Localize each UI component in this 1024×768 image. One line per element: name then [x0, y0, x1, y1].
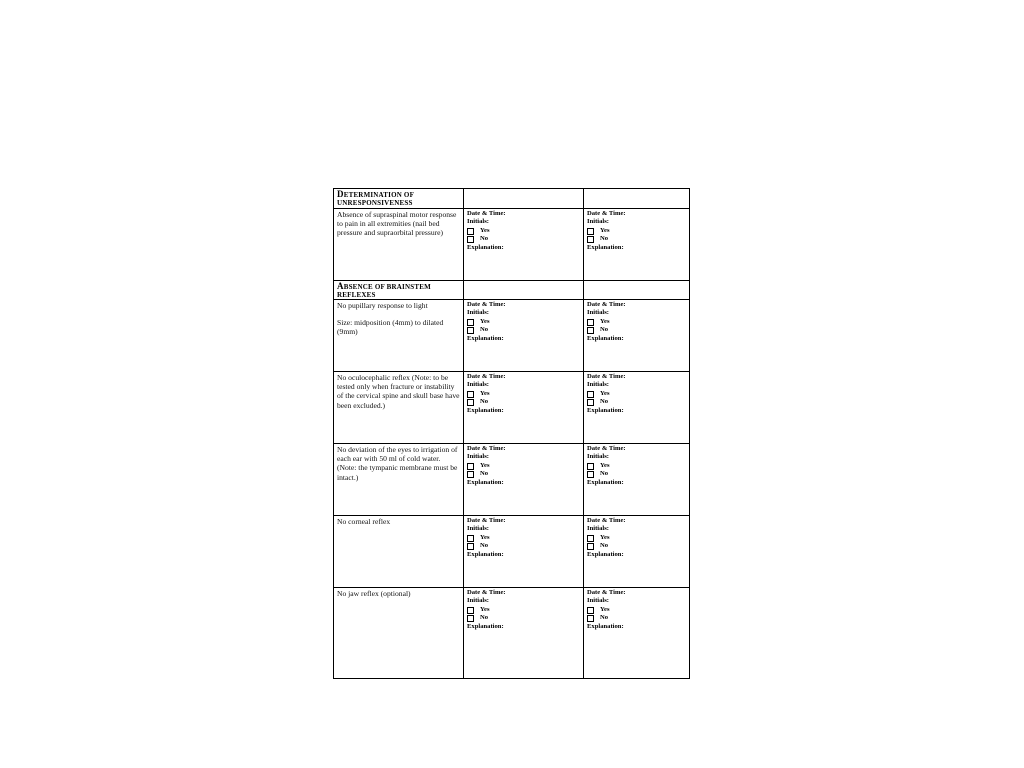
no-label: No: [480, 542, 489, 550]
initials-label: Initials:: [467, 381, 489, 389]
yes-label: Yes: [600, 389, 610, 397]
exam-entry-1: [464, 444, 584, 515]
no-label: No: [600, 326, 609, 334]
no-checkbox[interactable]: [467, 615, 474, 622]
no-checkbox[interactable]: [587, 399, 594, 406]
yes-checkbox[interactable]: [587, 535, 594, 542]
empty-cell: [584, 189, 689, 208]
explanation-label: Explanation:: [587, 243, 624, 251]
no-checkbox[interactable]: [467, 471, 474, 478]
checklist-row: [334, 444, 689, 516]
exam-entry-1: [464, 516, 584, 587]
no-checkbox[interactable]: [467, 327, 474, 334]
initials-label: Initials:: [587, 525, 609, 533]
no-checkbox[interactable]: [587, 543, 594, 550]
no-checkbox[interactable]: [467, 543, 474, 550]
explanation-label: Explanation:: [467, 478, 504, 486]
exam-entry-1: [464, 209, 584, 280]
exam-entry-2: [584, 372, 689, 443]
yes-label: Yes: [480, 461, 490, 469]
criterion-note: Size: midposition (4mm) to dilated (9mm): [337, 318, 444, 337]
yes-checkbox[interactable]: [587, 228, 594, 235]
criterion-description: No deviation of the eyes to irrigation of each ear with 50 ml of cold water. (Note: the tympanic membrane must be intact.): [334, 444, 464, 515]
no-label: No: [480, 235, 489, 243]
yes-label: Yes: [480, 533, 490, 541]
yes-checkbox[interactable]: [587, 391, 594, 398]
no-checkbox[interactable]: [467, 399, 474, 406]
exam-entry-2: [584, 300, 689, 371]
date-time-label: Date & Time:: [467, 517, 506, 524]
explanation-label: Explanation:: [587, 550, 624, 558]
yes-checkbox[interactable]: [467, 607, 474, 614]
yes-label: Yes: [480, 389, 490, 397]
explanation-label: Explanation:: [587, 334, 624, 342]
explanation-label: Explanation:: [587, 622, 624, 630]
yes-checkbox[interactable]: [467, 391, 474, 398]
exam-entry-1: [464, 372, 584, 443]
yes-checkbox[interactable]: [587, 319, 594, 326]
explanation-label: Explanation:: [467, 334, 504, 342]
date-time-label: Date & Time:: [467, 445, 506, 452]
section-title-unresponsiveness: DETERMINATION OF UNRESPONSIVENESS: [334, 189, 464, 208]
no-label: No: [600, 470, 609, 478]
criterion-description: Absence of supraspinal motor response to pain in all extremities (nail bed pressure and supraorbital pressure): [334, 209, 464, 280]
no-checkbox[interactable]: [587, 327, 594, 334]
initials-label: Initials:: [587, 218, 609, 226]
no-label: No: [600, 398, 609, 406]
date-time-label: Date & Time:: [467, 210, 506, 217]
yes-checkbox[interactable]: [467, 535, 474, 542]
yes-label: Yes: [600, 533, 610, 541]
checklist-row: [334, 300, 689, 372]
no-label: No: [480, 398, 489, 406]
no-label: No: [480, 614, 489, 622]
no-label: No: [600, 614, 609, 622]
yes-checkbox[interactable]: [587, 463, 594, 470]
initials-label: Initials:: [587, 597, 609, 605]
criterion-description: No pupillary response to light Size: midposition (4mm) to dilated (9mm): [334, 300, 464, 371]
date-time-label: Date & Time:: [587, 301, 626, 308]
section-title-brainstem-reflexes: ABSENCE OF BRAINSTEM REFLEXES: [334, 281, 464, 299]
explanation-label: Explanation:: [467, 622, 504, 630]
no-checkbox[interactable]: [587, 471, 594, 478]
criterion-description: No jaw reflex (optional): [334, 588, 464, 678]
exam-entry-1: [464, 588, 584, 678]
initials-label: Initials:: [587, 453, 609, 461]
checklist-row: [334, 588, 689, 678]
empty-cell: [464, 281, 584, 299]
yes-checkbox[interactable]: [467, 319, 474, 326]
exam-entry-2: [584, 444, 689, 515]
initials-label: Initials:: [467, 309, 489, 317]
yes-label: Yes: [480, 226, 490, 234]
yes-label: Yes: [600, 461, 610, 469]
date-time-label: Date & Time:: [467, 373, 506, 380]
date-time-label: Date & Time:: [587, 589, 626, 596]
no-label: No: [600, 542, 609, 550]
no-checkbox[interactable]: [467, 236, 474, 243]
date-time-label: Date & Time:: [587, 445, 626, 452]
yes-label: Yes: [600, 605, 610, 613]
no-label: No: [600, 235, 609, 243]
no-label: No: [480, 326, 489, 334]
explanation-label: Explanation:: [587, 406, 624, 414]
date-time-label: Date & Time:: [587, 517, 626, 524]
explanation-label: Explanation:: [467, 243, 504, 251]
initials-label: Initials:: [467, 597, 489, 605]
initials-label: Initials:: [467, 218, 489, 226]
criterion-description: No oculocephalic reflex (Note: to be tested only when fracture or instability of the cervical spine and skull base have been excluded.): [334, 372, 464, 443]
date-time-label: Date & Time:: [467, 301, 506, 308]
empty-cell: [464, 189, 584, 208]
checklist-row: [334, 209, 689, 281]
yes-label: Yes: [600, 317, 610, 325]
yes-label: Yes: [480, 317, 490, 325]
brain-death-checklist-form: [333, 188, 690, 679]
yes-label: Yes: [600, 226, 610, 234]
explanation-label: Explanation:: [467, 550, 504, 558]
exam-entry-2: [584, 209, 689, 280]
explanation-label: Explanation:: [587, 478, 624, 486]
exam-entry-2: [584, 516, 689, 587]
initials-label: Initials:: [587, 381, 609, 389]
criterion-description: No corneal reflex: [334, 516, 464, 587]
checklist-row: [334, 372, 689, 444]
section-header-row: [334, 189, 689, 209]
no-checkbox[interactable]: [587, 615, 594, 622]
yes-checkbox[interactable]: [467, 228, 474, 235]
date-time-label: Date & Time:: [587, 373, 626, 380]
explanation-label: Explanation:: [467, 406, 504, 414]
exam-entry-2: [584, 588, 689, 678]
yes-checkbox[interactable]: [587, 607, 594, 614]
section-header-row: [334, 281, 689, 300]
initials-label: Initials:: [467, 453, 489, 461]
yes-checkbox[interactable]: [467, 463, 474, 470]
initials-label: Initials:: [587, 309, 609, 317]
no-label: No: [480, 470, 489, 478]
no-checkbox[interactable]: [587, 236, 594, 243]
date-time-label: Date & Time:: [467, 589, 506, 596]
date-time-label: Date & Time:: [587, 210, 626, 217]
yes-label: Yes: [480, 605, 490, 613]
initials-label: Initials:: [467, 525, 489, 533]
exam-entry-1: [464, 300, 584, 371]
empty-cell: [584, 281, 689, 299]
checklist-row: [334, 516, 689, 588]
